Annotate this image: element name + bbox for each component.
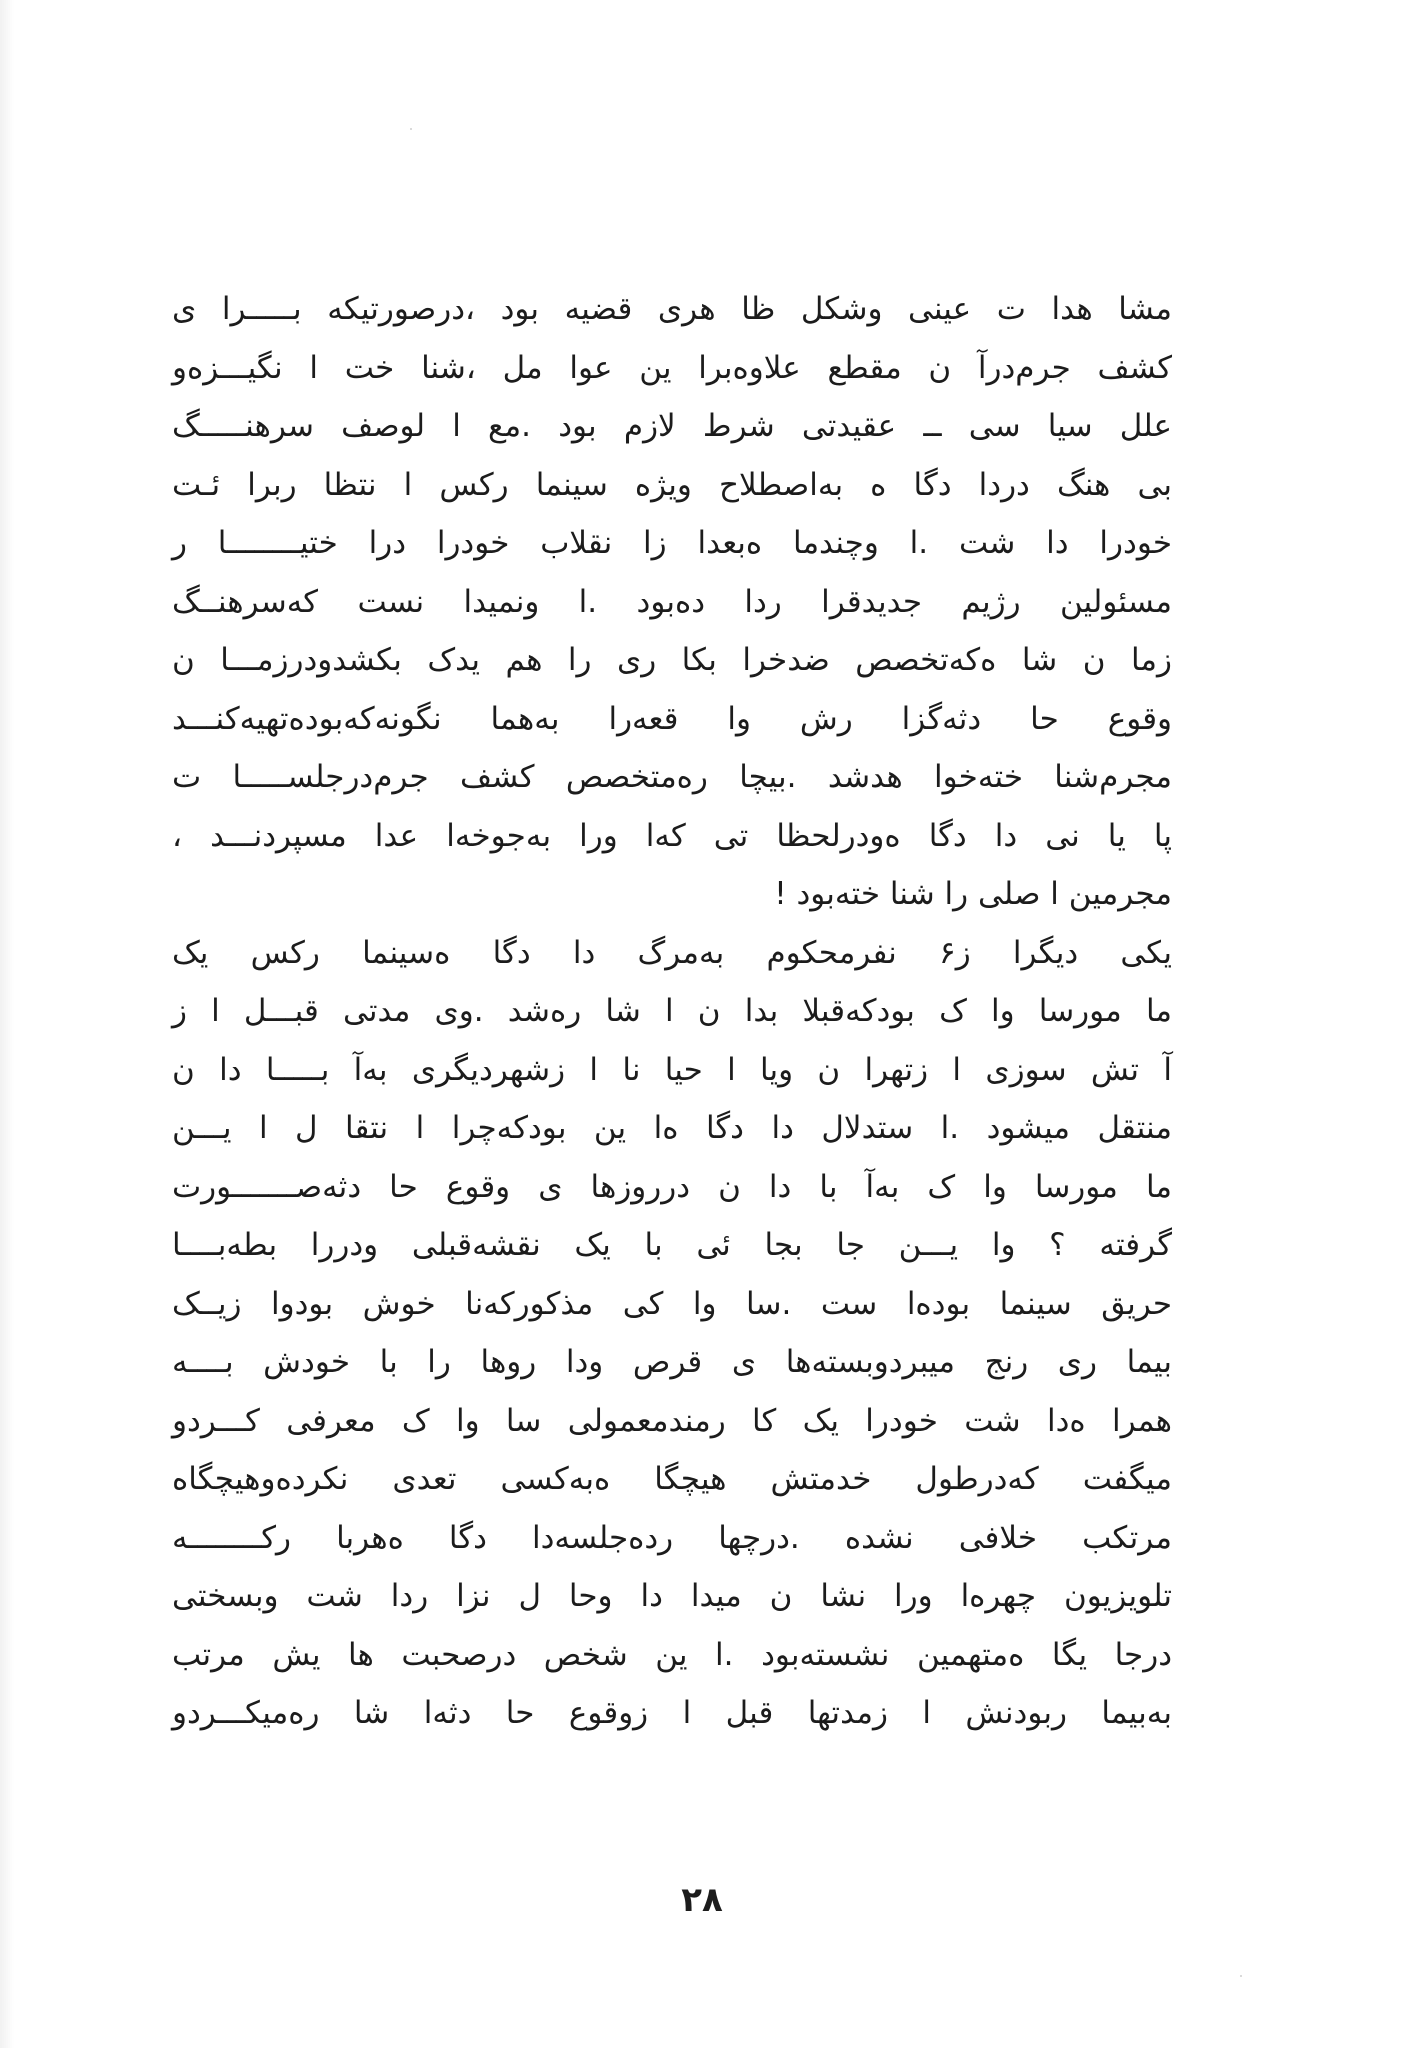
page-edge-shadow <box>0 0 14 2048</box>
text-line: حریق سینما بوده‌ا ست .سا وا کی مذکورکه‌نا خوش بودوا زیــک <box>172 1285 1172 1322</box>
text-line: همرا ه‌دا شت خودرا یک کا رمندمعمولی سا وا ک معرفی کـــردو <box>172 1402 1172 1439</box>
text-line: بیما ری رنج میبردوبسته‌ها ی قرص ودا روها را با خودش بــــه <box>172 1344 1172 1380</box>
text-line: وقوع حا دثه‌گزا رش وا قعه‌را به‌هما نگونه‌که‌بوده‌تهیه‌کنـــد <box>172 700 1172 737</box>
body-text <box>172 280 1172 1743</box>
text-line: مجرم‌شنا خته‌خوا هدشد .بیچا ره‌متخصص کشف جرم‌درجلســـــا ت <box>172 759 1172 795</box>
text-line: مشا هدا ت عینی وشکل ظا هری قضیه بود ،درصورتیکه بـــــرا ی <box>172 291 1172 327</box>
text-line: میگفت که‌درطول خدمتش هیچگا ه‌به‌کسی تعدی نکرده‌وهیچگاه <box>172 1461 1172 1497</box>
text-line: منتقل میشود .ا ستدلال دا دگا ه‌ا ین بودکه‌چرا ا نتقا ل ا یـــن <box>172 1110 1172 1146</box>
paper-speck <box>1240 1975 1242 1977</box>
text-line: مجرمین ا صلی را شنا خته‌بود ! <box>774 876 1172 912</box>
text-line: ما مورسا وا ک به‌آ با دا ن درروزها ی وقوع حا دثه‌صـــــــورت <box>172 1168 1172 1205</box>
paper-speck <box>410 128 412 130</box>
text-line: تلویزیون چهره‌ا ورا نشا ن میدا دا وحا ل نزا ردا شت وبسختی <box>172 1578 1172 1614</box>
text-line: گرفته ؟ وا یـــن جا بجا ئی با یک نقشه‌قبلی ودررا بطه‌بــــا <box>172 1227 1172 1263</box>
text-line: کشف جرم‌درآ ن مقطع علاوه‌برا ین عوا مل ،شنا خت ا نگیـــزه‌و <box>172 349 1172 386</box>
text-line: زما ن شا ه‌که‌تخصص ضدخرا بکا ری را هم یدک بکشدودرزمـــا ن <box>172 642 1172 678</box>
text-line: علل سیا سی ــ عقیدتی شرط لازم بود .مع ا لوصف سرهنـــــگ <box>172 408 1172 444</box>
text-line: درجا یگا ه‌متهمین نشسته‌بود .ا ین شخص درصحبت ها یش مرتب <box>172 1636 1172 1673</box>
text-line: خودرا دا شت .ا وچندما ه‌بعدا زا نقلاب خودرا درا ختیــــــــا ر <box>172 525 1172 561</box>
text-line: پا یا نی دا دگا ه‌ودرلحظا تی که‌ا ورا به‌جوخه‌ا عدا مسپردنـــد ، <box>172 817 1172 854</box>
text-line: مرتکب خلافی نشده .درچها رده‌جلسه‌دا دگا ه‌هربا رکــــــــه <box>172 1519 1172 1556</box>
text-line: مسئولین رژیم جدیدقرا ردا ده‌بود .ا ونمیدا نست که‌سرهنــگ <box>172 583 1172 620</box>
text-line: یکی دیگرا ز۶ نفرمحکوم به‌مرگ دا دگا ه‌سینما رکس یک <box>172 934 1172 971</box>
page-number: ۲۸ <box>681 1880 723 1920</box>
text-line: بی هنگ دردا دگا ه به‌اصطلاح ویژه سینما رکس ا نتظا ربرا ئـت <box>172 466 1172 503</box>
text-line: به‌بیما ربودنش ا زمدتها قبل ا زوقوع حا دثه‌ا شا ره‌میکـــردو <box>172 1695 1172 1731</box>
text-line: ما مورسا وا ک بودکه‌قبلا بدا ن ا شا ره‌شد .وی مدتی قبـــل ا ز <box>172 993 1172 1029</box>
text-line: آ تش سوزی ا زتهرا ن ویا ا حیا نا ا زشهردیگری به‌آ بـــــا دا ن <box>172 1051 1172 1088</box>
